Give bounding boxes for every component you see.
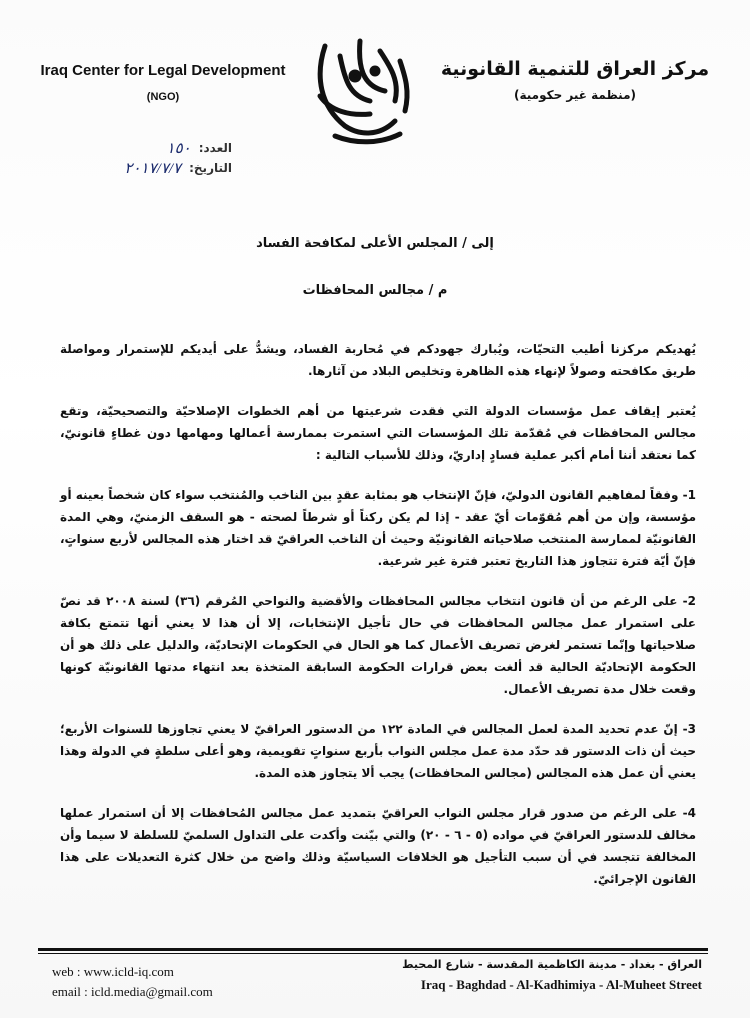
paragraph-point-3: 3- إنّ عدم تحديد المدة لعمل المجالس في المادة ١٢٢ من الدستور العراقيّ لا يعني تجاوزها للسنوات الأربع؛ حيث أن ذات الدستور قد حدّد مدة عمل مجلس النواب بأربع سنواتٍ تقويمية، وهو أعلى سلطةٍ في الدولة وهذا يعني أن عمل هذه المجالس (مجالس المحافظات) يجب ألا يتجاوز هذه المدة. [60,722,697,780]
meta-number-row [72,138,232,158]
number-label: العدد: [198,141,232,155]
paragraph-point-1: 1- وفقاً لمفاهيم القانون الدوليّ، فإنّ الإنتخاب هو بمثابة عقدٍ بين الناخب والمُنتخب سواء كان شخصاً بعينه أو مؤسسة، وإن من أهم مُقوّمات أيّ عقد - إذا لم يكن ركناً أو شرطاً لصحته - هو السقف الزمنيّ، وهي المدة القانونيّة لممارسة المنتخب صلاحياته القانونيّة وحيث أن الناخب العراقيّ قد اختار هذه المجالس لأربع سنواتٍ، فإنّ أيّة فترة تتجاوز هذا التاريخ تعتبر فترة غير شرعية. [60,488,696,568]
calligraphy-logo [300,36,420,151]
date-value: ٢٠١٧/٧/٧ [124,160,182,177]
ngo-label-ar: (منظمة غير حكومية) [514,88,636,102]
footer-address [372,958,702,993]
org-name-en: Iraq Center for Legal Development [40,62,286,79]
header-arabic [430,58,720,102]
footer-address-en: Iraq - Baghdad - Al-Kadhimiya - Al-Muheet Street [420,977,702,992]
addressee-to: إلى / المجلس الأعلى لمكافحة الفساد [256,236,494,251]
ngo-label-en: (NGO) [146,91,180,103]
meta-date-row [72,158,232,178]
paragraph-intro: يُعتبر إيقاف عمل مؤسسات الدولة التي فقدت شرعيتها من أهم الخطوات الإصلاحيّة والتصحيحيّة، وتقع مجالس المحافظات في مُقدّمة تلك المؤسسات التي استمرت بممارسة أعمالها ومهامها دون غطاءٍ قانونيّ، كما نعتقد أننا أمام أكبر عملية فسادٍ إداريّ، وذلك للأسباب التالية : [60,404,696,462]
date-label: التاريخ: [189,161,232,175]
footer-divider [38,948,708,951]
letter-meta [72,138,232,178]
org-name-ar: مركز العراق للتنمية القانونية [440,58,710,80]
header-english [38,62,288,103]
paragraph-greeting: يُهديكم مركزنا أطيب التحيّات، ويُبارك جهودكم في مُحاربة الفساد، ويشدُّ على أيديكم للإستمرار ومواصلة طريق مكافحته وصولاً لإنهاء هذه الظاهرة وتخليص البلاد من آثارها. [60,342,696,378]
footer-web[interactable]: web : www.icld-iq.com [52,964,174,979]
footer-email[interactable]: email : icld.media@gmail.com [52,984,213,999]
footer-address-ar: العراق - بغداد - مدينة الكاظمية المقدسة - شارع المحيط [402,958,702,971]
addressee-cc: م / مجالس المحافظات [302,283,448,298]
paragraph-point-2: 2- على الرغم من أن قانون انتخاب مجالس المحافظات والأقضية والنواحي المُرقم (٣٦) لسنة ٢٠٠٨ قد نصّ على استمرار عمل مجالس المحافظات في حال تأجيل الإنتخابات، إلا أن هذا لا يعني أنها تتمتع بكافة صلاحياتها وإنّما تستمر لغرض تصريف الأعمال كما هو الحال في الحكومات الإتحاديّة، والدليل على ذلك هو أن الحكومة الإتحاديّة الحالية قد ألغت بعض قرارات الحكومة السابقة المتخذة بعد انتهاء مدتها القانونيّة كونها وقعت خلال مدة تصريف الأعمال. [60,594,696,696]
number-value: ١٥٠ [166,140,191,157]
paragraph-point-4: 4- على الرغم من صدور قرار مجلس النواب العراقيّ بتمديد عمل مجالس المُحافظات إلا أن استمرار عملها مخالف للدستور العراقيّ في مواده (٥ - ٦ - ٢٠) والتي بيّنت وأكدت على التداول السلميّ للسلطة لا سيما وأن المخالفة تتجسد في أن سبب التأجيل هو الخلافات السياسيّة وذلك واضح من خلال كثرة التعديلات على هذا القانون الإجرائيّ. [60,806,697,886]
footer-contact [52,962,213,1002]
footer-divider-thin [38,953,708,954]
letter-body [60,338,696,908]
